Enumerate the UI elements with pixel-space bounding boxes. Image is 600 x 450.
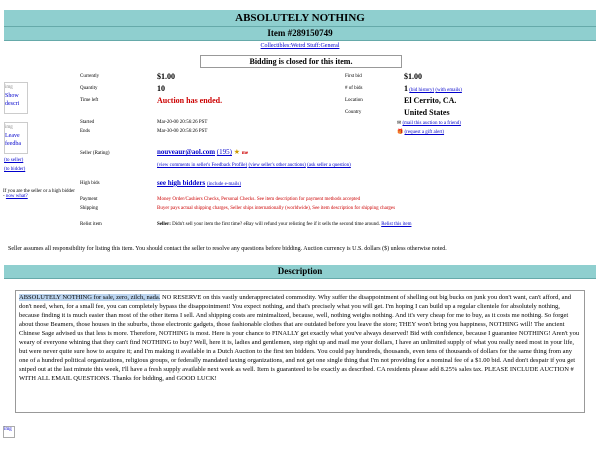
see-high-bidders-link[interactable]: see high bidders bbox=[157, 179, 206, 187]
leave-feedback-image[interactable]: img Leave feedba bbox=[4, 122, 28, 154]
quantity-value: 10 bbox=[157, 84, 165, 93]
gift-alert-link[interactable]: (request a gift alert) bbox=[404, 130, 445, 135]
relist-item-link[interactable]: Relist this item bbox=[381, 222, 412, 227]
started-value: Mar-20-00 20:56:26 PST bbox=[157, 120, 208, 125]
category-breadcrumb bbox=[0, 43, 600, 49]
ends-label: Ends bbox=[80, 129, 90, 134]
category-link[interactable]: Collectibles:Weird Stuff:General bbox=[260, 43, 340, 49]
time-left-value: Auction has ended. bbox=[157, 96, 223, 105]
mail-auction-link[interactable]: (mail this auction to a friend) bbox=[402, 121, 461, 126]
time-left-label: Time left bbox=[80, 98, 99, 103]
page-title: ABSOLUTELY NOTHING bbox=[4, 10, 596, 27]
first-bid-value: $1.00 bbox=[404, 72, 422, 81]
shipping-value: Buyer pays actual shipping charges, Seller ships internationally (worldwide), See item description for shipping charges bbox=[157, 206, 396, 211]
description-header: Description bbox=[4, 265, 596, 279]
bid-history-link[interactable]: (bid history) bbox=[409, 88, 435, 93]
include-emails-link[interactable]: (include e-mails) bbox=[206, 182, 241, 187]
with-emails-link[interactable]: (with emails) bbox=[435, 88, 462, 93]
relist-text: Seller: Didn't sell your item the first time? eBay will refund your relisting fee if it sells the second time around. Relist this item bbox=[157, 222, 412, 227]
currently-value: $1.00 bbox=[157, 72, 175, 81]
shipping-label: Shipping bbox=[80, 206, 99, 211]
gift-alert: 🎁 (request a gift alert) bbox=[397, 130, 445, 135]
seller-or-bidder-text: If you are the seller or a high bidder - now what? bbox=[3, 189, 75, 199]
country-value: United States bbox=[404, 108, 450, 117]
to-bidder-link[interactable]: (to bidder) bbox=[4, 167, 26, 172]
item-number-bar: Item #289150749 bbox=[4, 27, 596, 41]
first-bid-label: First bid bbox=[345, 74, 362, 79]
currently-label: Currently bbox=[80, 74, 100, 79]
bidding-closed-notice: Bidding is closed for this item. bbox=[200, 55, 402, 68]
to-seller-link[interactable]: (to seller) bbox=[4, 158, 24, 163]
mail-auction: ✉ (mail this auction to a friend) bbox=[397, 121, 461, 126]
country-label: Country bbox=[345, 110, 362, 115]
broken-image-icon: img bbox=[5, 85, 13, 90]
me-icon[interactable]: me bbox=[241, 151, 249, 156]
seller-info bbox=[157, 148, 248, 156]
description-body bbox=[15, 290, 585, 413]
payment-label: Payment bbox=[80, 197, 98, 202]
relist-label: Relist item bbox=[80, 222, 102, 227]
other-auctions-link[interactable]: (view seller's other auctions) bbox=[248, 163, 306, 168]
seller-label: Seller (Rating) bbox=[80, 151, 110, 156]
broken-image-icon: img bbox=[5, 125, 13, 130]
seller-responsibility-notice: Seller assumes all responsibility for listing this item. You should contact the seller to resolve any questions before bidding. Auction currency is U.S. dollars ($) unless otherwise noted. bbox=[8, 246, 447, 252]
seller-rating-link[interactable]: (195) bbox=[216, 148, 232, 156]
payment-value: Money Order/Cashiers Checks, Personal Checks. See item description for payment methods accepted bbox=[157, 197, 361, 202]
now-what-link[interactable]: now what? bbox=[5, 194, 28, 199]
description-highlight: ABSOLUTELY NOTHING for sale, zero, zilch, nada. bbox=[19, 294, 161, 301]
num-bids-info: 1 (bid history) (with emails) bbox=[404, 84, 462, 93]
high-bids-links bbox=[157, 179, 241, 187]
description-text: NO RESERVE on this vastly underappreciated commodity. Why suffer the disappointment of shelling out big bucks on junk you don't want, can't afford, and don't need, when, for a small fee, you can completely bypass the disappointment! You expect nothing, and that's precisely what you will get. I'm hoping I can build up a regular clientele for absolutely nothing, because finding it is much easier than most of the other items I sell. And shipping costs are minimalized, because, well, nothing weighs nothing. And it's very cheap for me to buy, as it costs me nothing. So forget about those Beamers, those houses in the suburbs, those electronic gadgets, those fashionable clothes that are outdated before you leave the store; THEY won't bring you happiness, NOTHING will! The ancient Chinese Sage advised us that less is more. Therefore, NOTHING is most. Here is your chance to FINALLY get exactly what you've always deserved! Bid with confidence, because I guarantee NOTHING! Aren't you weary of everyone whining that they can't find NOTHING to buy? Well, here it is, ladies and gentlemen, step right up and mail me your dollars, I have an unlimited supply of what you really need most in your life, but were never quite sure how to acquire it; and I'm making it available in a Dutch Auction to the first ten bidders. You could pay hundreds, thousands, even tens of thousands of dollars for the same thing from any one of a hundred political organizations, religious groups, or federally mandated taxing organizations, and not get one single thing that I'm not providing for a nominal fee of a $1.00 bid. And don't despair if you get sniped out at the last minute this week, I'll have a fresh supply available next week as well. Item is guaranteed to be exactly as described. CA residents please add 8.25% sales tax. PLEASE INCLUDE AUCTION # WITH ALL EMAIL QUESTIONS. Thanks for bidding, and GOOD LUCK! bbox=[19, 294, 580, 382]
location-label: Location bbox=[345, 98, 363, 103]
location-value: El Cerrito, CA. bbox=[404, 96, 457, 105]
num-bids-label: # of bids bbox=[345, 86, 363, 91]
star-icon: ★ bbox=[233, 148, 240, 156]
bottom-image-icon[interactable]: img bbox=[3, 426, 15, 438]
ends-value: Mar-30-00 20:56:26 PST bbox=[157, 129, 208, 134]
high-bids-label: High bids bbox=[80, 181, 100, 186]
seller-links bbox=[157, 163, 351, 168]
started-label: Started bbox=[80, 120, 95, 125]
show-description-image[interactable]: img Show descri bbox=[4, 82, 28, 114]
quantity-label: Quantity bbox=[80, 86, 98, 91]
ask-question-link[interactable]: (ask seller a question) bbox=[307, 163, 351, 168]
feedback-profile-link[interactable]: (view comments in seller's Feedback Profile) bbox=[157, 163, 248, 168]
seller-email-link[interactable]: nouveaur@aol.com bbox=[157, 148, 216, 156]
